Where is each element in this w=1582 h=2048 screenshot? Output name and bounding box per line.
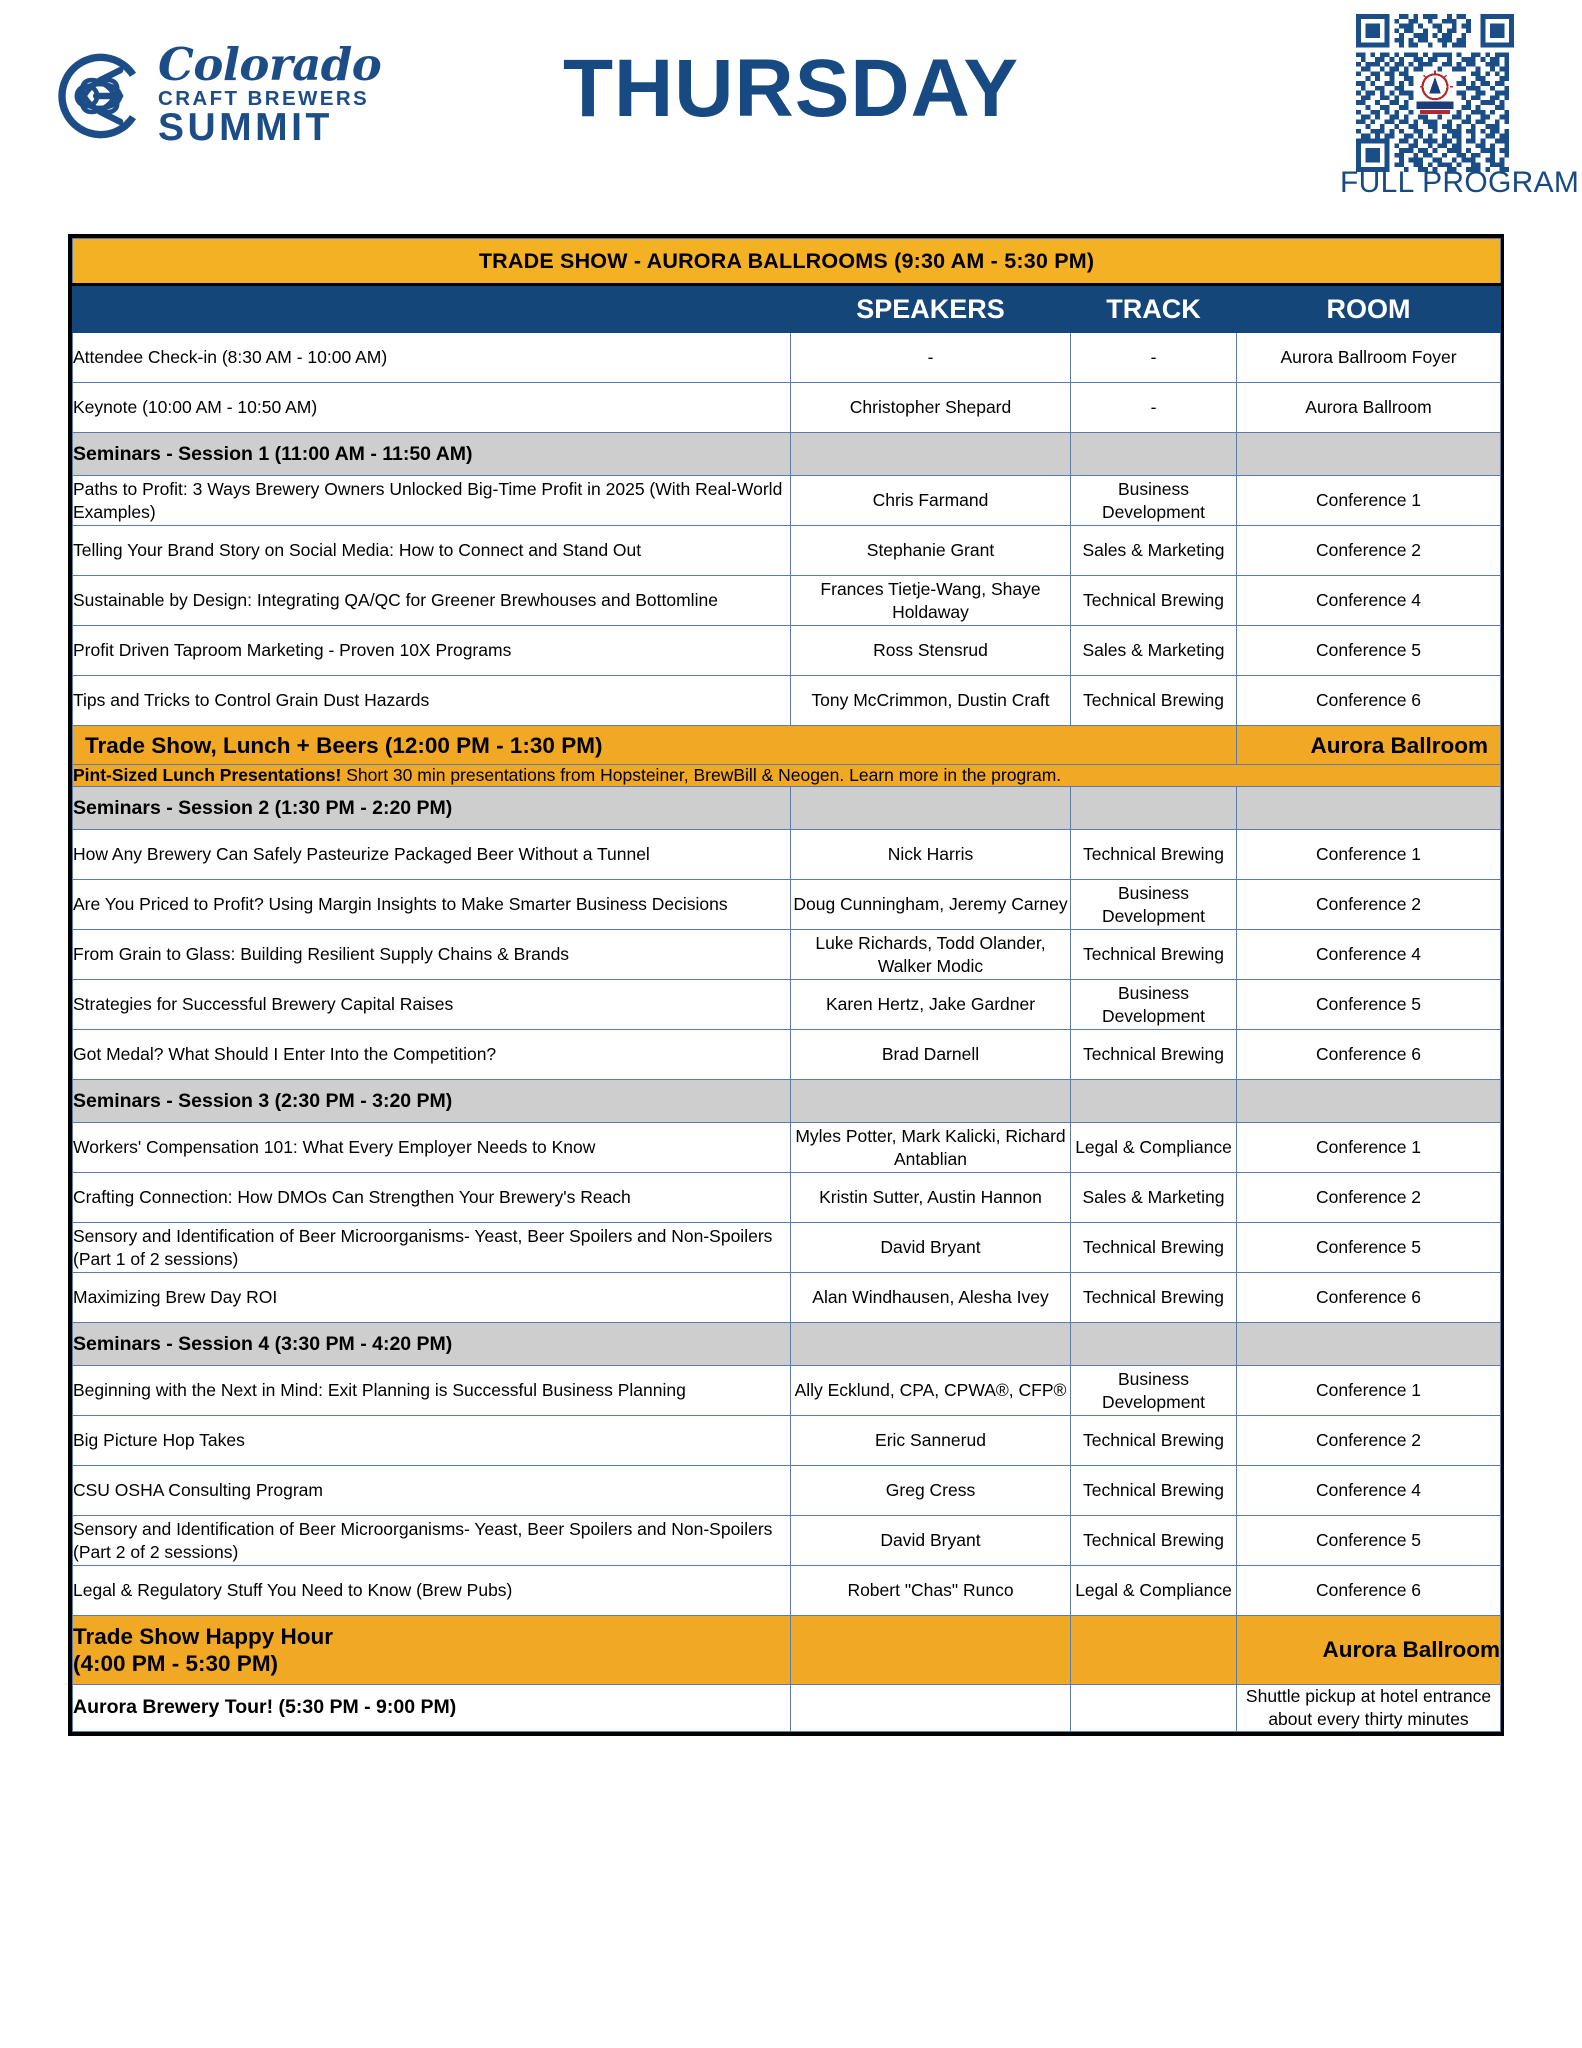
schedule-table-container <box>68 234 1504 1736</box>
session-header-row <box>73 787 1501 830</box>
session-speakers: David Bryant <box>791 1223 1071 1273</box>
session-speakers: Christopher Shepard <box>791 383 1071 433</box>
session-track: Legal & Compliance <box>1071 1566 1237 1616</box>
session-title: Paths to Profit: 3 Ways Brewery Owners Unlocked Big-Time Profit in 2025 (With Real-World Examples) <box>73 476 791 526</box>
trade-show-banner: TRADE SHOW - AURORA BALLROOMS (9:30 AM - 5:30 PM) <box>73 239 1501 285</box>
brewery-tour-room-note: Shuttle pickup at hotel entrance about every thirty minutes <box>1237 1685 1501 1732</box>
pint-sized-note-rest: Short 30 min presentations from Hopsteiner, BrewBill & Neogen. Learn more in the program. <box>341 765 1062 785</box>
session-header-room-cell <box>1237 787 1501 830</box>
session-speakers: Ally Ecklund, CPA, CPWA®, CFP® <box>791 1366 1071 1416</box>
table-row <box>73 880 1501 930</box>
session-title: Tips and Tricks to Control Grain Dust Hazards <box>73 676 791 726</box>
session-track: Technical Brewing <box>1071 930 1237 980</box>
brewery-tour-speakers-cell <box>791 1685 1071 1732</box>
session-track: Sales & Marketing <box>1071 626 1237 676</box>
session-header-row <box>73 1323 1501 1366</box>
session-speakers: - <box>791 333 1071 383</box>
session-speakers: Chris Farmand <box>791 476 1071 526</box>
session-track: Business Development <box>1071 476 1237 526</box>
page-title: THURSDAY <box>562 43 1020 134</box>
column-header-speakers: SPEAKERS <box>791 285 1071 333</box>
session-room: Conference 1 <box>1237 476 1501 526</box>
session-speakers: Tony McCrimmon, Dustin Craft <box>791 676 1071 726</box>
table-row <box>73 1030 1501 1080</box>
session-room: Aurora Ballroom Foyer <box>1237 333 1501 383</box>
session-title: Workers' Compensation 101: What Every Employer Needs to Know <box>73 1123 791 1173</box>
column-header-room: ROOM <box>1237 285 1501 333</box>
session-header-track-cell <box>1071 433 1237 476</box>
session-header-speakers-cell <box>791 1080 1071 1123</box>
session-header-label: Seminars - Session 4 (3:30 PM - 4:20 PM) <box>73 1323 791 1366</box>
session-title: Sustainable by Design: Integrating QA/QC for Greener Brewhouses and Bottomline <box>73 576 791 626</box>
table-row <box>73 526 1501 576</box>
session-header-speakers-cell <box>791 1323 1071 1366</box>
logo-summit-text: SUMMIT <box>158 106 333 150</box>
session-track: Sales & Marketing <box>1071 1173 1237 1223</box>
session-track: Technical Brewing <box>1071 1273 1237 1323</box>
session-speakers: Alan Windhausen, Alesha Ivey <box>791 1273 1071 1323</box>
session-title: Legal & Regulatory Stuff You Need to Know (Brew Pubs) <box>73 1566 791 1616</box>
pint-sized-note <box>73 765 1501 787</box>
session-speakers: David Bryant <box>791 1516 1071 1566</box>
session-room: Conference 4 <box>1237 930 1501 980</box>
table-row <box>73 626 1501 676</box>
session-title: Profit Driven Taproom Marketing - Proven 10X Programs <box>73 626 791 676</box>
session-track: Technical Brewing <box>1071 1516 1237 1566</box>
session-room: Conference 1 <box>1237 1123 1501 1173</box>
session-track: Legal & Compliance <box>1071 1123 1237 1173</box>
session-speakers: Nick Harris <box>791 830 1071 880</box>
session-title: Telling Your Brand Story on Social Media: How to Connect and Stand Out <box>73 526 791 576</box>
session-track: Sales & Marketing <box>1071 526 1237 576</box>
logo-craft-brewers-text: CRAFT BREWERS <box>158 86 370 110</box>
table-row <box>73 1366 1501 1416</box>
session-track: - <box>1071 383 1237 433</box>
session-speakers: Brad Darnell <box>791 1030 1071 1080</box>
brewery-tour-row <box>73 1685 1501 1732</box>
happy-hour-title: Trade Show Happy Hour (4:00 PM - 5:30 PM) <box>73 1616 791 1685</box>
happy-hour-room: Aurora Ballroom <box>1237 1616 1501 1685</box>
session-title: CSU OSHA Consulting Program <box>73 1466 791 1516</box>
brewery-tour-track-cell <box>1071 1685 1237 1732</box>
schedule-rows <box>73 333 1501 1732</box>
table-row <box>73 1416 1501 1466</box>
table-row <box>73 383 1501 433</box>
session-room: Conference 2 <box>1237 526 1501 576</box>
pint-sized-note-row <box>73 765 1501 787</box>
session-room: Aurora Ballroom <box>1237 383 1501 433</box>
session-speakers: Myles Potter, Mark Kalicki, Richard Antablian <box>791 1123 1071 1173</box>
session-header-track-cell <box>1071 787 1237 830</box>
table-row <box>73 1223 1501 1273</box>
session-track: Technical Brewing <box>1071 830 1237 880</box>
session-room: Conference 4 <box>1237 1466 1501 1516</box>
table-row <box>73 576 1501 626</box>
session-speakers: Ross Stensrud <box>791 626 1071 676</box>
session-room: Conference 6 <box>1237 676 1501 726</box>
session-title: Sensory and Identification of Beer Microorganisms- Yeast, Beer Spoilers and Non-Spoilers (Part 1 of 2 sessions) <box>73 1223 791 1273</box>
session-room: Conference 1 <box>1237 1366 1501 1416</box>
brewery-tour-title: Aurora Brewery Tour! (5:30 PM - 9:00 PM) <box>73 1685 791 1732</box>
lunch-title: Trade Show, Lunch + Beers (12:00 PM - 1:30 PM) <box>73 726 1237 765</box>
qr-code-icon[interactable] <box>1356 14 1514 172</box>
session-room: Conference 5 <box>1237 626 1501 676</box>
session-header-room-cell <box>1237 433 1501 476</box>
session-room: Conference 4 <box>1237 576 1501 626</box>
table-row <box>73 1273 1501 1323</box>
table-row <box>73 476 1501 526</box>
session-header-row <box>73 433 1501 476</box>
session-title: Beginning with the Next in Mind: Exit Planning is Successful Business Planning <box>73 1366 791 1416</box>
pint-sized-note-bold: Pint-Sized Lunch Presentations! <box>73 765 342 785</box>
session-title: Maximizing Brew Day ROI <box>73 1273 791 1323</box>
session-room: Conference 6 <box>1237 1030 1501 1080</box>
trade-show-banner-row <box>73 239 1501 285</box>
session-track: Technical Brewing <box>1071 576 1237 626</box>
column-header-track: TRACK <box>1071 285 1237 333</box>
session-room: Conference 5 <box>1237 1516 1501 1566</box>
schedule-table <box>72 238 1501 1732</box>
session-header-speakers-cell <box>791 787 1071 830</box>
happy-hour-row <box>73 1616 1501 1685</box>
happy-hour-track-cell <box>1071 1616 1237 1685</box>
full-program-qr-block[interactable] <box>1340 14 1580 200</box>
session-title: Got Medal? What Should I Enter Into the Competition? <box>73 1030 791 1080</box>
session-header-room-cell <box>1237 1080 1501 1123</box>
table-row <box>73 830 1501 880</box>
session-track: Technical Brewing <box>1071 1466 1237 1516</box>
session-room: Conference 5 <box>1237 1223 1501 1273</box>
session-title: Sensory and Identification of Beer Microorganisms- Yeast, Beer Spoilers and Non-Spoilers (Part 2 of 2 sessions) <box>73 1516 791 1566</box>
session-title: Are You Priced to Profit? Using Margin Insights to Make Smarter Business Decisions <box>73 880 791 930</box>
session-header-track-cell <box>1071 1080 1237 1123</box>
session-title: From Grain to Glass: Building Resilient Supply Chains & Brands <box>73 930 791 980</box>
session-room: Conference 2 <box>1237 1173 1501 1223</box>
session-room: Conference 6 <box>1237 1273 1501 1323</box>
session-track: - <box>1071 333 1237 383</box>
table-row <box>73 1466 1501 1516</box>
session-room: Conference 6 <box>1237 1566 1501 1616</box>
table-row <box>73 1173 1501 1223</box>
session-track: Technical Brewing <box>1071 1030 1237 1080</box>
session-header-track-cell <box>1071 1323 1237 1366</box>
logo-colorado-text: Colorado <box>158 38 382 91</box>
session-title: How Any Brewery Can Safely Pasteurize Packaged Beer Without a Tunnel <box>73 830 791 880</box>
session-track: Business Development <box>1071 980 1237 1030</box>
table-row <box>73 980 1501 1030</box>
session-speakers: Karen Hertz, Jake Gardner <box>791 980 1071 1030</box>
column-header-row <box>73 285 1501 333</box>
session-speakers: Luke Richards, Todd Olander, Walker Modic <box>791 930 1071 980</box>
session-header-room-cell <box>1237 1323 1501 1366</box>
session-track: Technical Brewing <box>1071 676 1237 726</box>
session-speakers: Frances Tietje-Wang, Shaye Holdaway <box>791 576 1071 626</box>
table-row <box>73 1566 1501 1616</box>
session-speakers: Greg Cress <box>791 1466 1071 1516</box>
table-row <box>73 1123 1501 1173</box>
session-speakers: Kristin Sutter, Austin Hannon <box>791 1173 1071 1223</box>
session-header-label: Seminars - Session 3 (2:30 PM - 3:20 PM) <box>73 1080 791 1123</box>
session-header-row <box>73 1080 1501 1123</box>
session-title: Keynote (10:00 AM - 10:50 AM) <box>73 383 791 433</box>
session-title: Crafting Connection: How DMOs Can Strengthen Your Brewery's Reach <box>73 1173 791 1223</box>
column-header-title <box>73 285 791 333</box>
table-row <box>73 676 1501 726</box>
session-track: Business Development <box>1071 1366 1237 1416</box>
session-speakers: Robert "Chas" Runco <box>791 1566 1071 1616</box>
session-room: Conference 2 <box>1237 1416 1501 1466</box>
session-speakers: Doug Cunningham, Jeremy Carney <box>791 880 1071 930</box>
table-row <box>73 930 1501 980</box>
session-title: Strategies for Successful Brewery Capital Raises <box>73 980 791 1030</box>
happy-hour-speakers-cell <box>791 1616 1071 1685</box>
table-row <box>73 333 1501 383</box>
lunch-room: Aurora Ballroom <box>1237 726 1501 765</box>
session-header-label: Seminars - Session 1 (11:00 AM - 11:50 AM) <box>73 433 791 476</box>
qr-caption-label: FULL PROGRAM <box>1340 166 1580 199</box>
session-track: Technical Brewing <box>1071 1223 1237 1273</box>
session-speakers: Eric Sannerud <box>791 1416 1071 1466</box>
session-room: Conference 1 <box>1237 830 1501 880</box>
session-room: Conference 2 <box>1237 880 1501 930</box>
lunch-banner-row <box>73 726 1501 765</box>
session-title: Attendee Check-in (8:30 AM - 10:00 AM) <box>73 333 791 383</box>
table-row <box>73 1516 1501 1566</box>
page-header <box>0 0 1582 199</box>
session-title: Big Picture Hop Takes <box>73 1416 791 1466</box>
session-track: Technical Brewing <box>1071 1416 1237 1466</box>
session-header-speakers-cell <box>791 433 1071 476</box>
session-speakers: Stephanie Grant <box>791 526 1071 576</box>
session-header-label: Seminars - Session 2 (1:30 PM - 2:20 PM) <box>73 787 791 830</box>
session-track: Business Development <box>1071 880 1237 930</box>
session-room: Conference 5 <box>1237 980 1501 1030</box>
